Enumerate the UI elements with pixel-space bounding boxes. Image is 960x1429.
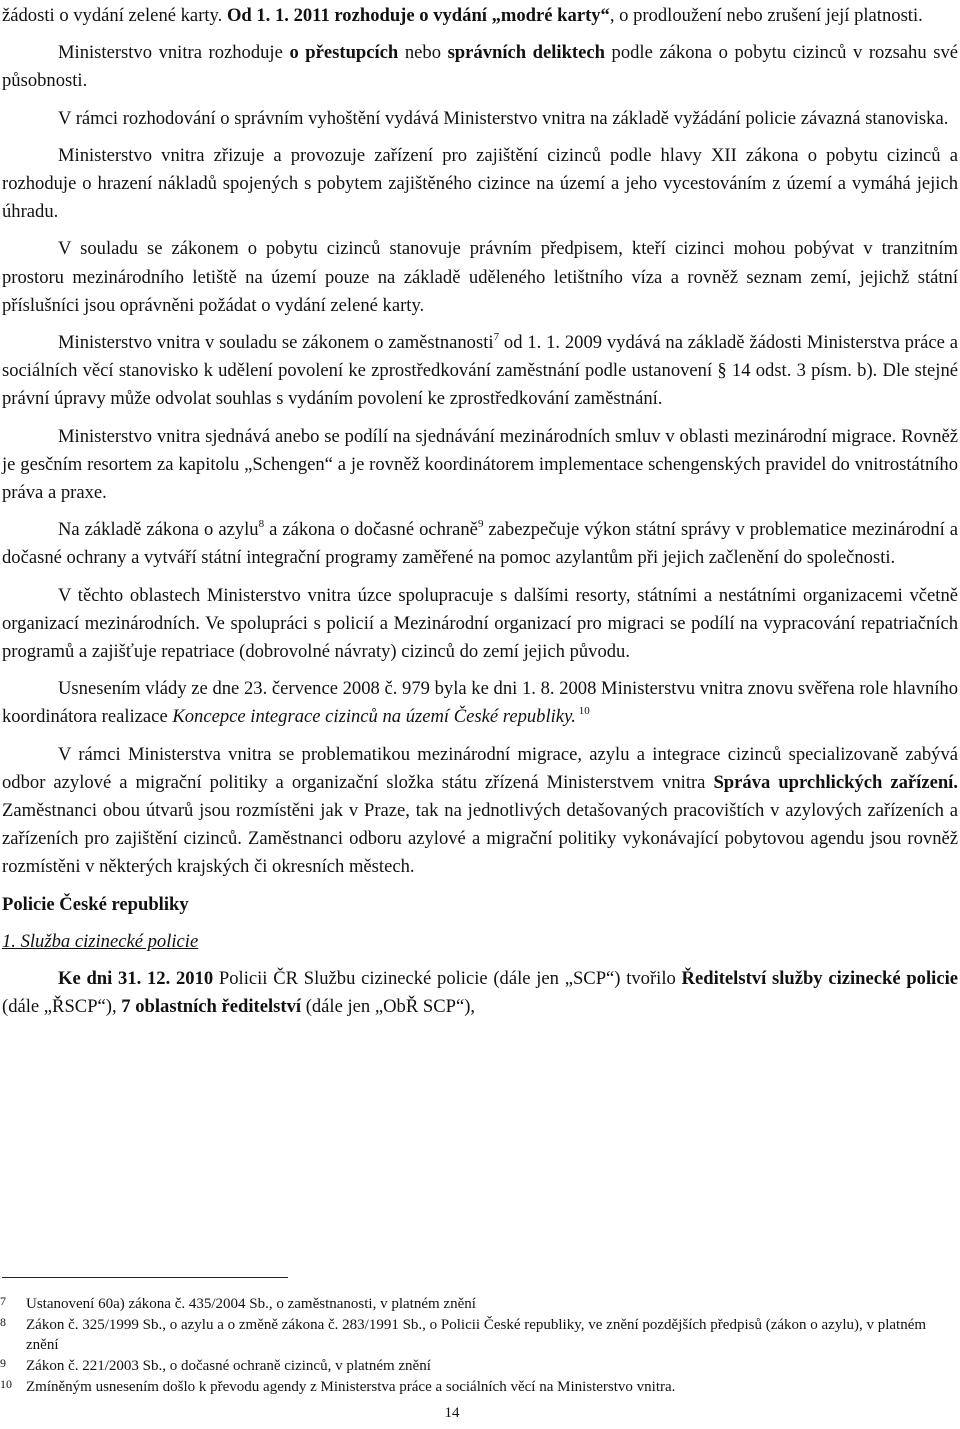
text-run: Usnesením vlády ze dne 23. července 2008 č. 979 byla ke dni 1. 8. 2008 Ministerstvu vnitra znovu svěřena role hlavního koordinátora realizace	[2, 678, 958, 728]
text-run: , o prodloužení nebo zrušení její platnosti.	[609, 5, 923, 26]
text-run: (dále „ŘSCP“),	[2, 996, 122, 1018]
text-run: Na základě zákona o azylu	[58, 519, 259, 541]
footnote-number: 7	[0, 1294, 6, 1308]
footnote	[0, 1356, 958, 1376]
text-run: zabezpečuje výkon státní správy v problematice mezinárodní a dočasné ochrany a vytváří státní integrační programy zaměřené na pomoc azylantům při jejich začlenění do společnosti.	[2, 519, 958, 569]
text-run: o přestupcích	[289, 42, 399, 64]
page-number: 14	[444, 1405, 460, 1421]
footnote-list	[0, 1294, 958, 1397]
last-paragraph	[2, 965, 958, 1021]
paragraph	[2, 675, 958, 731]
paragraph	[2, 39, 958, 95]
text-run: a zákona o dočasné ochraně	[264, 519, 478, 541]
text-run: podle zákona o pobytu cizinců v rozsahu své působnosti.	[2, 42, 959, 92]
footnote-text: Ustanovení 60a) zákona č. 435/2004 Sb., o zaměstnanosti, v platném znění	[26, 1296, 476, 1312]
footnote	[0, 1294, 958, 1314]
text-run: V souladu se zákonem o pobytu cizinců stanovuje právním předpisem, kteří cizinci mohou pobývat v tranzitním prostoru mezinárodního letiště na území pouze na základě uděleného letištního víza a rovněž seznam zemí, jejichž státní příslušníci jsou oprávněni požádat o vydání zelené karty.	[2, 238, 958, 316]
footnote-number: 8	[0, 1315, 6, 1329]
footnote-text: Zmíněným usnesením došlo k převodu agendy z Ministerstva práce a sociálních věcí na Ministerstvo vnitra.	[26, 1379, 676, 1395]
paragraph	[2, 105, 958, 133]
subsection-heading: 1. Služba cizinecké policie	[2, 930, 199, 952]
text-run: Ministerstvo vnitra rozhoduje	[58, 42, 290, 64]
footnote-number: 10	[0, 1377, 12, 1391]
footnote-ref: 7	[493, 330, 500, 343]
paragraph	[2, 235, 958, 320]
footnote-number: 9	[0, 1356, 6, 1370]
text-run: Správa uprchlických zařízení.	[713, 771, 958, 793]
paragraph	[2, 582, 958, 667]
footnote-text: Zákon č. 221/2003 Sb., o dočasné ochraně cizinců, v platném znění	[26, 1358, 431, 1374]
text-run: Ředitelství služby cizinecké policie	[681, 968, 958, 990]
text-run: 7 oblastních ředitelství	[121, 996, 302, 1018]
text-run: Ministerstvo vnitra sjednává anebo se podílí na sjednávání mezinárodních smluv v oblasti mezinárodní migrace. Rovněž je gesčním resortem za kapitolu „Schengen“ a je rovněž koordinátorem implementace schengenských pravidel do vnitrostátního práva a praxe.	[2, 425, 958, 504]
body-text	[2, 2, 958, 1031]
text-run: Koncepce integrace cizinců na území České republiky.	[172, 706, 576, 728]
text-run: V rámci Ministerstva vnitra se problematikou mezinárodní migrace, azylu a integrace cizinců specializovaně zabývá odbor azylové a migrační politiky a organizační složka státu zřízená Ministerstvem vnitra	[2, 743, 958, 793]
text-run: od 1. 1. 2009 vydává na základě žádosti Ministerstva práce a sociálních věcí stanovisko k udělení povolení ke zprostředkování zaměstnání podle ustanovení § 14 odst. 3 písm. b). Dle stejné právní úpravy může odvolat souhlas s vydáním povolení ke zprostředkování zaměstnání.	[2, 332, 958, 410]
text-run: (dále jen „ObŘ SCP“),	[301, 996, 476, 1018]
paragraph	[2, 142, 958, 227]
footnote-ref: 10	[575, 705, 590, 718]
paragraph	[2, 741, 958, 882]
footnote-separator	[2, 1277, 288, 1278]
footnote	[0, 1315, 958, 1355]
paragraph	[2, 423, 958, 508]
text-run: Ministerstvo vnitra v souladu se zákonem o zaměstnanosti	[58, 332, 494, 354]
paragraph	[2, 2, 958, 30]
text-run: Ke dni 31. 12. 2010	[58, 968, 214, 990]
footnote-text: Zákon č. 325/1999 Sb., o azylu a o změně zákona č. 283/1991 Sb., o Policii České republiky, ve znění pozdějších předpisů (zákon o azylu), v platném znění	[26, 1317, 927, 1353]
text-run: žádosti o vydání zelené karty.	[2, 5, 227, 26]
text-run: Ministerstvo vnitra zřizuje a provozuje zařízení pro zajištění cizinců podle hlavy XII zákona o pobytu cizinců a rozhoduje o hrazení nákladů spojených s pobytem zajištěného cizince na území a jeho vycestováním z území a vymáhá jejich úhradu.	[2, 144, 958, 223]
text-run: Od 1. 1. 2011 rozhoduje o vydání „modré karty“	[226, 5, 610, 26]
text-run: V rámci rozhodování o správním vyhoštění vydává Ministerstvo vnitra na základě vyžádání policie závazná stanoviska.	[58, 107, 949, 129]
paragraphs	[2, 2, 958, 882]
text-run: nebo	[398, 42, 448, 64]
text-run: správních deliktech	[447, 42, 605, 64]
footnote-ref: 9	[477, 518, 484, 531]
section-heading: Policie České republiky	[2, 893, 189, 915]
footnote-ref: 8	[258, 518, 265, 531]
footnote	[0, 1377, 958, 1397]
paragraph	[2, 516, 958, 572]
text-run: Policii ČR Službu cizinecké policie (dále jen „SCP“) tvořilo	[213, 968, 682, 990]
paragraph	[2, 329, 958, 414]
text-run: V těchto oblastech Ministerstvo vnitra úzce spolupracuje s dalšími resorty, státními a nestátními organizacemi včetně organizací mezinárodních. Ve spolupráci s policií a Mezinárodní organizací pro migraci se podílí na vypracování repatriačních programů a zajišťuje repatriace (dobrovolné návraty) cizinců do zemí jejich původu.	[2, 584, 958, 663]
footnotes	[0, 1277, 958, 1398]
text-run: Zaměstnanci obou útvarů jsou rozmístěni jak v Praze, tak na jednotlivých detašovaných pracovištích v azylových zařízeních a zařízeních pro zajištění cizinců. Zaměstnanci odboru azylové a migrační politiky vykonávající pobytovou agendu jsou rovněž rozmístěni v některých krajských či okresních městech.	[2, 800, 958, 878]
